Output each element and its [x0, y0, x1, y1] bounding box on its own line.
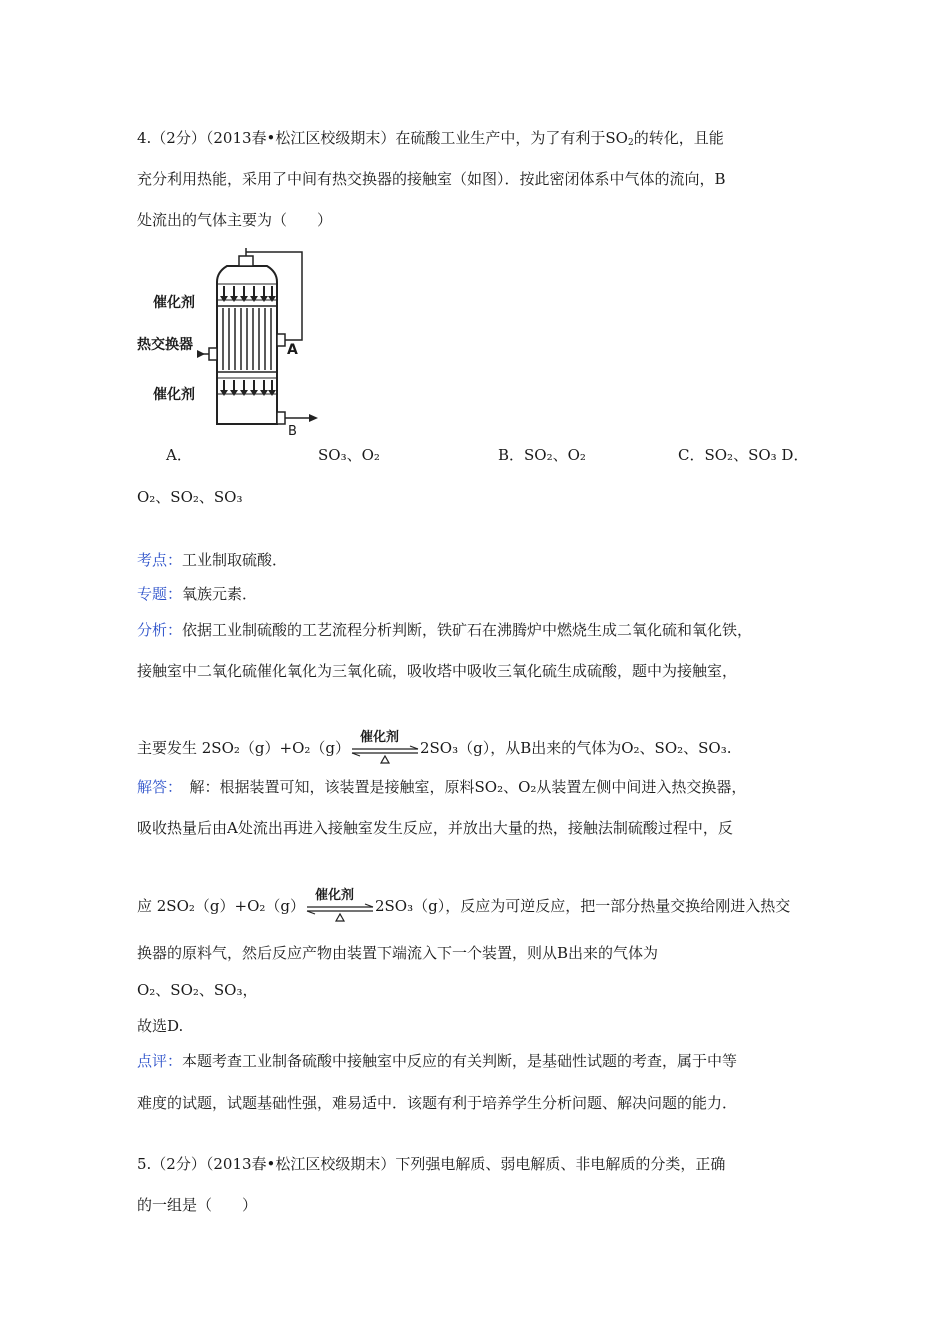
contact-chamber-diagram	[137, 244, 337, 444]
jieda-line3: 应 2SO₂（g）+O₂（g） 催化剂 2SO₃（g），反应为可逆反应，把一部分热量交换给刚进入热交	[137, 887, 790, 923]
kaodian-label: 考点：	[137, 551, 183, 569]
fenxi-line1: 分析：依据工业制硫酸的工艺流程分析判断，铁矿石在沸腾炉中燃烧生成二氧化硫和氧化铁，	[137, 621, 753, 639]
jieda-line5: O₂、SO₂、SO₃，	[137, 981, 258, 999]
jieda-line6: 故选D.	[137, 1017, 184, 1035]
fenxi-line3: 主要发生 2SO₂（g）+O₂（g） 催化剂 2SO₃（g），从B出来的气体为O₂、SO₂、SO₃.	[137, 729, 732, 765]
dianping-line2: 难度的试题，试题基础性强，难易适中．该题有利于培养学生分析问题、解决问题的能力．	[137, 1094, 738, 1112]
q4-line1: 4.（2分）（2013春•松江区校级期末）在硫酸工业生产中，为了有利于$SO_2$的转化，且能	[137, 129, 724, 148]
label-catalyst-bottom: 催化剂	[153, 387, 195, 403]
equilibrium-arrow: 催化剂	[350, 729, 420, 765]
dianping-label: 点评：	[137, 1052, 183, 1070]
label-a: A	[287, 342, 298, 358]
fenxi-line2: 接触室中二氧化硫催化氧化为三氧化硫，吸收塔中吸收三氧化硫生成硫酸，题中为接触室，	[137, 662, 738, 680]
q4-line2: 充分利用热能，采用了中间有热交换器的接触室（如图）．按此密闭体系中气体的流向，B	[137, 170, 726, 188]
jieda-line2: 吸收热量后由A处流出再进入接触室发生反应，并放出大量的热，接触法制硫酸过程中，反	[137, 819, 733, 837]
jieda-label: 解答：	[137, 778, 175, 796]
option-d: O₂、SO₂、SO₃	[137, 488, 243, 506]
option-b: B．SO₂、O₂	[498, 446, 586, 464]
jieda-line4: 换器的原料气，然后反应产物由装置下端流入下一个装置，则从B出来的气体为	[137, 944, 659, 962]
option-a-label: A．	[166, 446, 192, 464]
option-c: C．SO₂、SO₃ D．	[678, 446, 809, 464]
q5-line2: 的一组是（ ）	[137, 1196, 258, 1214]
label-b: B	[288, 424, 297, 439]
label-heat-exchanger: 热交换器	[137, 337, 193, 353]
label-catalyst-top: 催化剂	[153, 295, 195, 311]
jieda-line1: 解答： 解：根据装置可知，该装置是接触室，原料SO₂、O₂从装置左侧中间进入热交换器，	[137, 778, 747, 796]
q5-line1: 5.（2分）（2013春•松江区校级期末）下列强电解质、弱电解质、非电解质的分类，正确	[137, 1155, 726, 1173]
kaodian: 考点：工业制取硫酸．	[137, 551, 288, 569]
zhuanti-label: 专题：	[137, 585, 183, 603]
option-a-text: SO₃、O₂	[318, 446, 380, 464]
zhuanti: 专题：氧族元素．	[137, 585, 258, 603]
fenxi-label: 分析：	[137, 621, 183, 639]
q4-line3: 处流出的气体主要为（ ）	[137, 211, 333, 229]
dianping-line1: 点评：本题考查工业制备硫酸中接触室中反应的有关判断，是基础性试题的考查，属于中等	[137, 1052, 738, 1070]
equilibrium-arrow-2: 催化剂	[305, 887, 375, 923]
